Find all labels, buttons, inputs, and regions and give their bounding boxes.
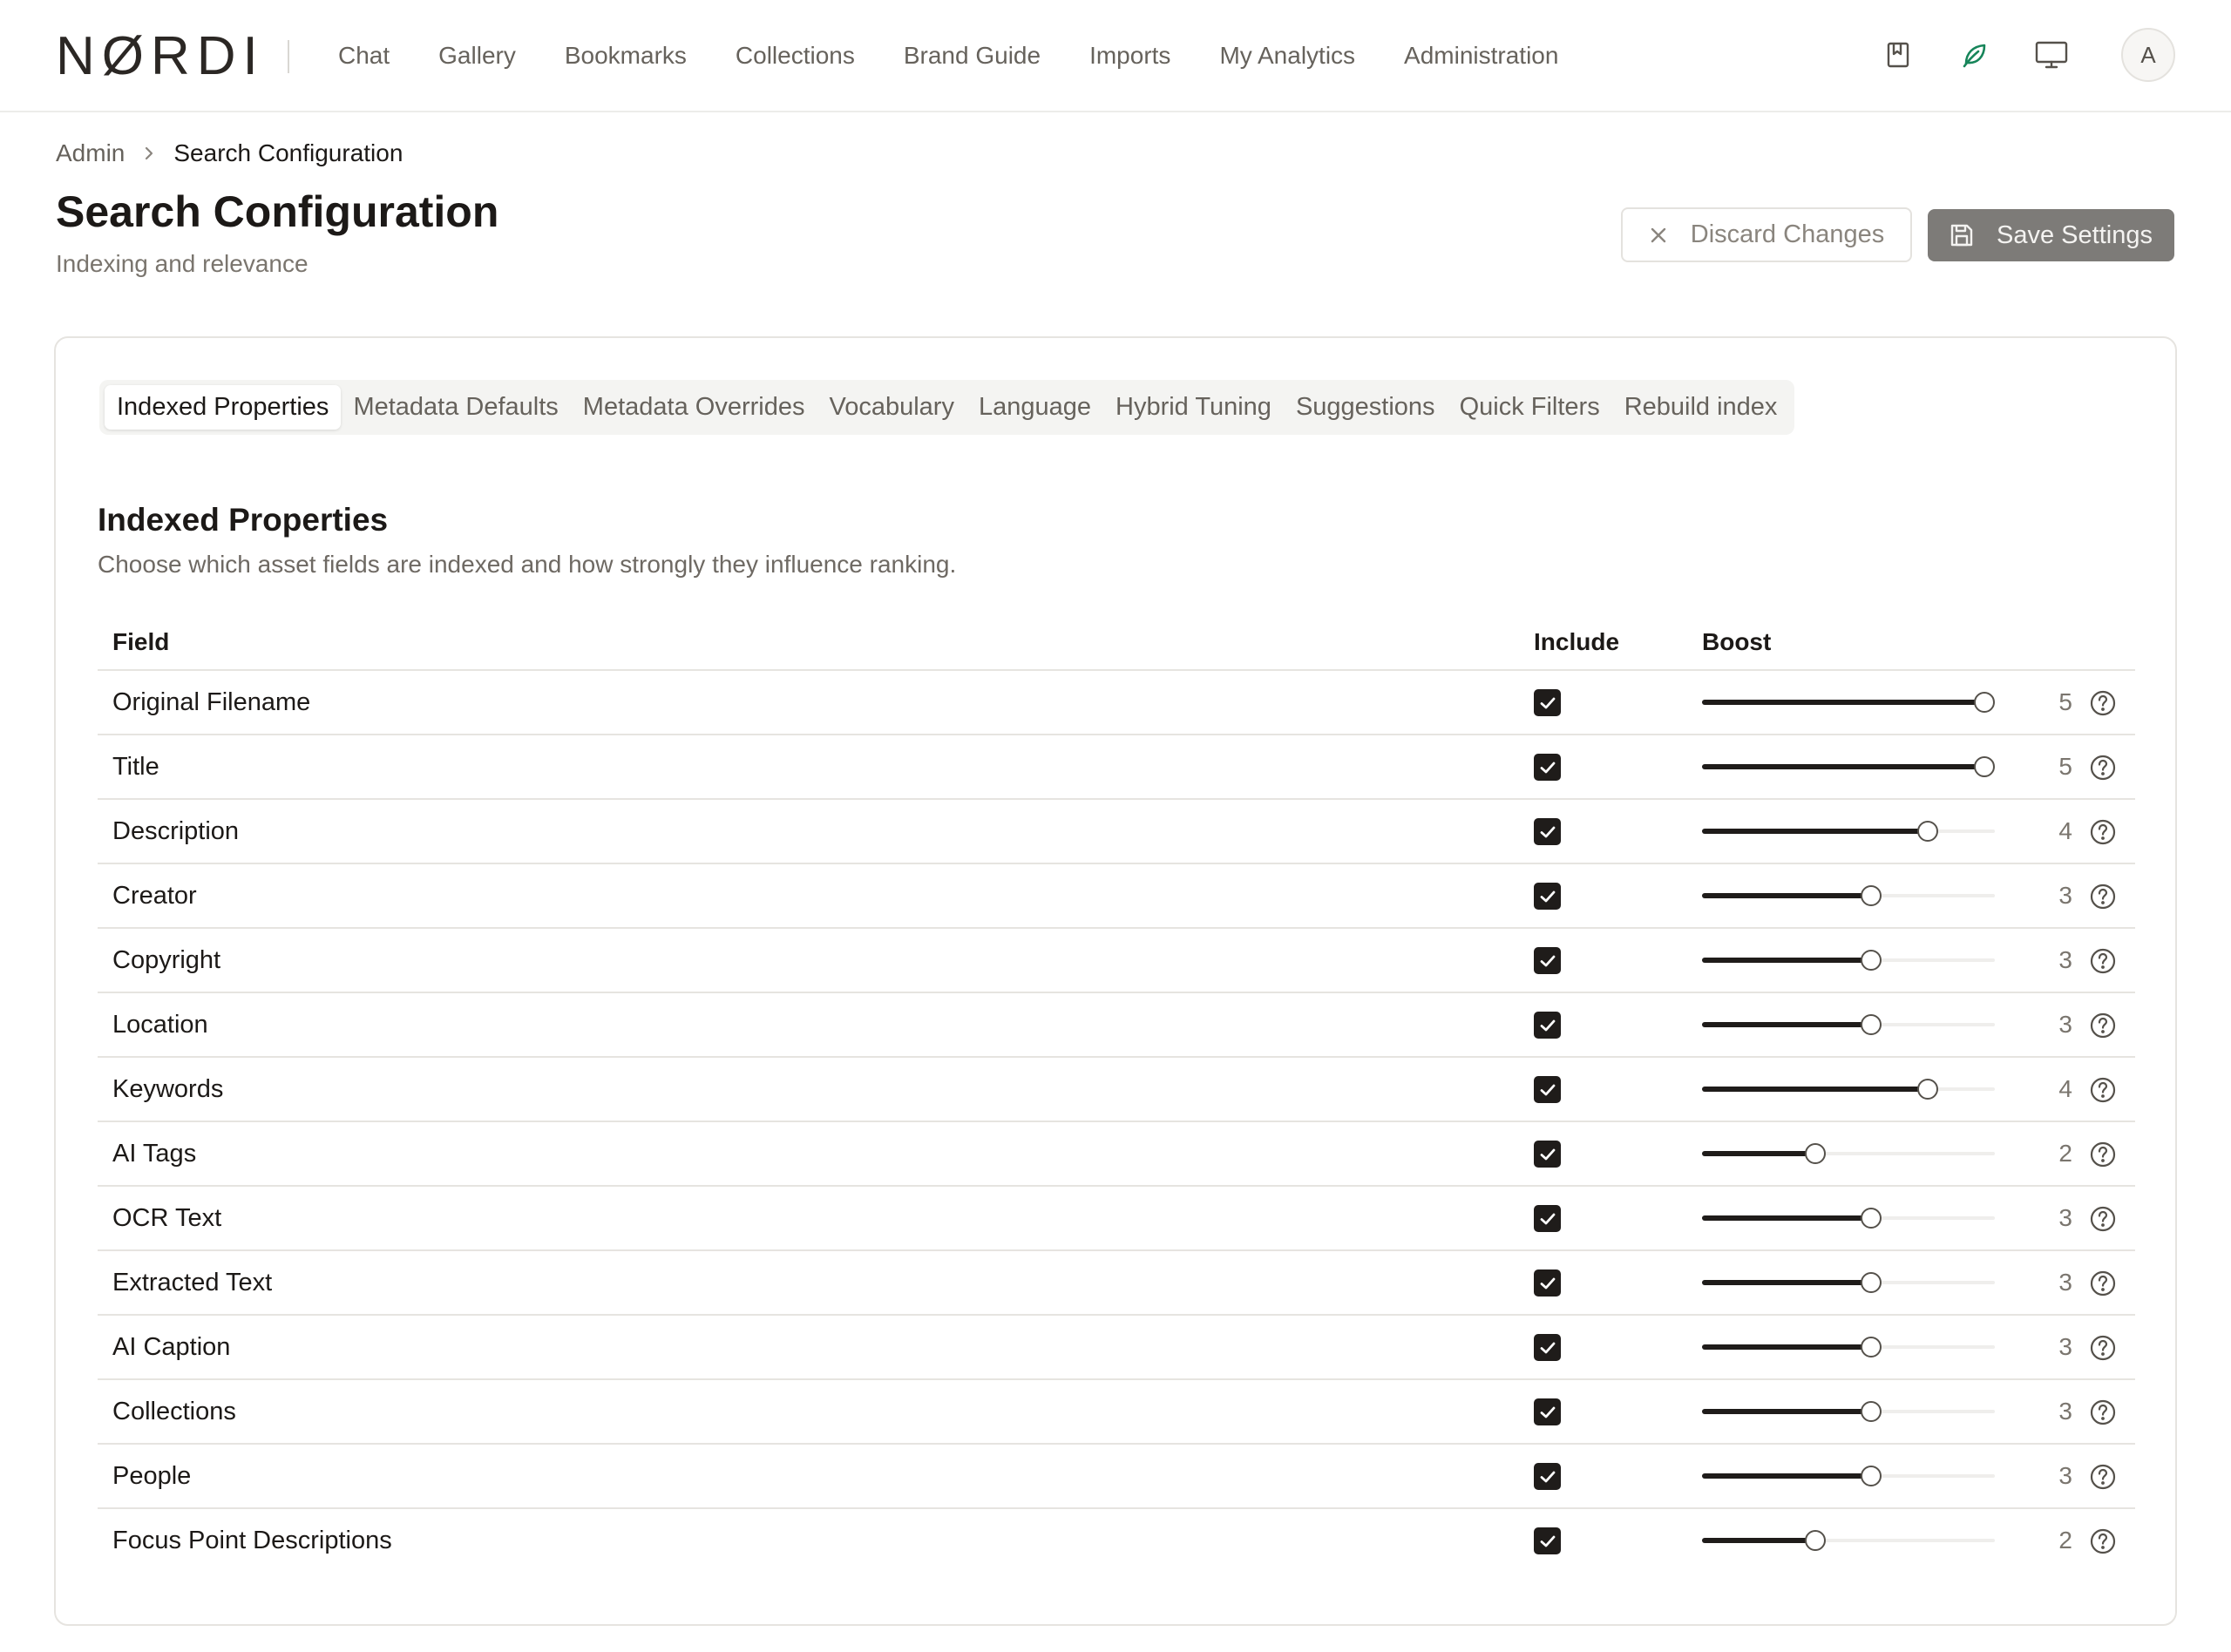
boost-value: 2 xyxy=(2058,1140,2072,1167)
slider-fill xyxy=(1702,1538,1815,1543)
help-circle-icon[interactable] xyxy=(2089,883,2117,911)
boost-value: 4 xyxy=(2058,817,2072,844)
field-name: Creator xyxy=(112,882,197,910)
slider-thumb[interactable] xyxy=(1917,821,1938,842)
close-icon xyxy=(1649,226,1668,245)
boost-value: 3 xyxy=(2058,1333,2072,1360)
boost-value: 3 xyxy=(2058,1462,2072,1489)
field-name: Description xyxy=(112,817,240,845)
user-avatar[interactable]: A xyxy=(2121,28,2175,82)
help-circle-icon[interactable] xyxy=(2089,754,2117,782)
slider-thumb[interactable] xyxy=(1861,885,1882,906)
boost-slider[interactable] xyxy=(1702,759,1995,775)
boost-slider[interactable] xyxy=(1702,1468,1995,1484)
include-checkbox[interactable] xyxy=(1534,1205,1561,1232)
include-checkbox[interactable] xyxy=(1534,1398,1561,1425)
slider-fill xyxy=(1702,958,1871,963)
discard-changes-label: Discard Changes xyxy=(1690,220,1885,248)
include-checkbox[interactable] xyxy=(1534,1076,1561,1103)
table-row xyxy=(98,993,2135,1058)
indexed-properties-table xyxy=(98,671,2135,1574)
tab-metadata-overrides[interactable]: Metadata Overrides xyxy=(582,393,805,421)
field-name: AI Caption xyxy=(112,1333,231,1361)
logo-divider xyxy=(288,40,289,73)
nav-item-collections[interactable]: Collections xyxy=(735,42,855,69)
include-checkbox[interactable] xyxy=(1534,1334,1561,1361)
breadcrumb xyxy=(56,139,403,167)
bookmark-icon[interactable] xyxy=(1879,36,1917,74)
table-row xyxy=(98,1509,2135,1574)
include-checkbox[interactable] xyxy=(1534,1269,1561,1297)
help-circle-icon[interactable] xyxy=(2089,1205,2117,1233)
table-row xyxy=(98,671,2135,735)
help-circle-icon[interactable] xyxy=(2089,1398,2117,1426)
app-logo[interactable]: NØRDI xyxy=(56,25,265,86)
monitor-icon[interactable] xyxy=(2032,36,2071,74)
top-navigation-bar xyxy=(0,0,2231,112)
slider-thumb[interactable] xyxy=(1861,1337,1882,1357)
boost-value: 3 xyxy=(2058,1204,2072,1231)
breadcrumb-admin-link[interactable]: Admin xyxy=(56,139,125,166)
tab-vocabulary[interactable]: Vocabulary xyxy=(829,393,954,421)
page-title: Search Configuration xyxy=(56,187,499,236)
slider-thumb[interactable] xyxy=(1861,1401,1882,1422)
slider-fill xyxy=(1702,764,1984,769)
slider-thumb[interactable] xyxy=(1861,1014,1882,1035)
table-row xyxy=(98,864,2135,929)
boost-value: 2 xyxy=(2058,1527,2072,1554)
boost-value: 5 xyxy=(2058,753,2072,780)
help-circle-icon[interactable] xyxy=(2089,689,2117,717)
settings-card xyxy=(54,336,2177,1626)
include-checkbox[interactable] xyxy=(1534,754,1561,781)
boost-slider[interactable] xyxy=(1702,1339,1995,1355)
boost-value: 5 xyxy=(2058,688,2072,715)
breadcrumb-current: Search Configuration xyxy=(173,139,403,166)
slider-thumb[interactable] xyxy=(1861,950,1882,971)
tab-suggestions[interactable]: Suggestions xyxy=(1295,393,1435,421)
boost-slider[interactable] xyxy=(1702,694,1995,710)
include-checkbox[interactable] xyxy=(1534,689,1561,716)
field-name: OCR Text xyxy=(112,1204,222,1232)
include-checkbox[interactable] xyxy=(1534,1141,1561,1168)
table-row xyxy=(98,735,2135,800)
settings-tabs xyxy=(99,380,1794,435)
table-row xyxy=(98,1122,2135,1187)
boost-slider[interactable] xyxy=(1702,952,1995,968)
help-circle-icon[interactable] xyxy=(2089,1269,2117,1297)
leaf-icon[interactable] xyxy=(1956,36,1994,74)
slider-thumb[interactable] xyxy=(1861,1466,1882,1486)
help-circle-icon[interactable] xyxy=(2089,1012,2117,1039)
include-checkbox[interactable] xyxy=(1534,947,1561,974)
slider-fill xyxy=(1702,829,1928,834)
field-name: Collections xyxy=(112,1398,236,1425)
nav-item-imports[interactable]: Imports xyxy=(1089,42,1171,69)
nav-item-bookmarks[interactable]: Bookmarks xyxy=(564,42,687,69)
slider-fill xyxy=(1702,893,1871,898)
nav-item-administration[interactable]: Administration xyxy=(1404,42,1559,69)
boost-slider[interactable] xyxy=(1702,1404,1995,1419)
slider-fill xyxy=(1702,1151,1815,1156)
table-row xyxy=(98,1058,2135,1122)
table-row xyxy=(98,800,2135,864)
slider-fill xyxy=(1702,1344,1871,1350)
slider-thumb[interactable] xyxy=(1974,756,1995,777)
section-title: Indexed Properties xyxy=(98,502,389,538)
table-row xyxy=(98,1316,2135,1380)
help-circle-icon[interactable] xyxy=(2089,1334,2117,1362)
tab-indexed-properties[interactable]: Indexed Properties xyxy=(105,385,341,430)
boost-slider[interactable] xyxy=(1702,1210,1995,1226)
boost-slider[interactable] xyxy=(1702,1533,1995,1548)
boost-slider[interactable] xyxy=(1702,1017,1995,1032)
field-name: Focus Point Descriptions xyxy=(112,1527,392,1554)
boost-value: 4 xyxy=(2058,1075,2072,1102)
nav-item-gallery[interactable]: Gallery xyxy=(438,42,516,69)
table-header xyxy=(98,619,2135,671)
field-name: Original Filename xyxy=(112,688,311,716)
column-header-boost: Boost xyxy=(1702,628,1772,655)
slider-fill xyxy=(1702,1022,1871,1027)
field-name: People xyxy=(112,1462,192,1490)
table-row xyxy=(98,929,2135,993)
boost-slider[interactable] xyxy=(1702,823,1995,839)
slider-thumb[interactable] xyxy=(1805,1143,1826,1164)
boost-slider[interactable] xyxy=(1702,1146,1995,1161)
slider-fill xyxy=(1702,1409,1871,1414)
field-name: Title xyxy=(112,753,159,781)
tab-rebuild-index[interactable]: Rebuild index xyxy=(1624,393,1778,421)
include-checkbox[interactable] xyxy=(1534,1527,1561,1554)
table-row xyxy=(98,1187,2135,1251)
boost-value: 3 xyxy=(2058,882,2072,909)
include-checkbox[interactable] xyxy=(1534,818,1561,845)
main-nav xyxy=(314,35,1583,77)
tab-hybrid-tuning[interactable]: Hybrid Tuning xyxy=(1116,393,1271,421)
boost-value: 3 xyxy=(2058,946,2072,973)
field-name: Extracted Text xyxy=(112,1269,273,1297)
save-settings-label: Save Settings xyxy=(1997,220,2153,249)
help-circle-icon[interactable] xyxy=(2089,1076,2117,1104)
discard-changes-button[interactable] xyxy=(1621,207,1912,262)
field-name: AI Tags xyxy=(112,1140,197,1168)
section-description: Choose which asset fields are indexed and how strongly they influence ranking. xyxy=(98,551,957,578)
boost-value: 3 xyxy=(2058,1269,2072,1296)
include-checkbox[interactable] xyxy=(1534,1463,1561,1490)
slider-thumb[interactable] xyxy=(1805,1530,1826,1551)
help-circle-icon[interactable] xyxy=(2089,947,2117,975)
help-circle-icon[interactable] xyxy=(2089,818,2117,846)
tab-metadata-defaults[interactable]: Metadata Defaults xyxy=(353,393,559,421)
slider-thumb[interactable] xyxy=(1861,1208,1882,1229)
boost-slider[interactable] xyxy=(1702,1275,1995,1290)
top-actions xyxy=(1879,28,2175,82)
slider-thumb[interactable] xyxy=(1861,1272,1882,1293)
field-name: Copyright xyxy=(112,946,221,974)
help-circle-icon[interactable] xyxy=(2089,1463,2117,1491)
field-name: Keywords xyxy=(112,1075,224,1103)
tab-language[interactable]: Language xyxy=(978,393,1091,421)
help-circle-icon[interactable] xyxy=(2089,1141,2117,1168)
save-icon xyxy=(1950,223,1974,247)
slider-fill xyxy=(1702,1280,1871,1285)
page-subtitle: Indexing and relevance xyxy=(56,250,309,277)
include-checkbox[interactable] xyxy=(1534,883,1561,910)
column-header-field: Field xyxy=(112,628,170,655)
save-settings-button[interactable] xyxy=(1928,209,2174,261)
help-circle-icon[interactable] xyxy=(2089,1527,2117,1555)
nav-item-chat[interactable]: Chat xyxy=(338,42,390,69)
boost-value: 3 xyxy=(2058,1398,2072,1425)
table-row xyxy=(98,1380,2135,1445)
slider-thumb[interactable] xyxy=(1974,692,1995,713)
include-checkbox[interactable] xyxy=(1534,1012,1561,1039)
slider-fill xyxy=(1702,700,1984,705)
table-row xyxy=(98,1251,2135,1316)
table-row xyxy=(98,1445,2135,1509)
boost-slider[interactable] xyxy=(1702,888,1995,904)
slider-fill xyxy=(1702,1087,1928,1092)
slider-thumb[interactable] xyxy=(1917,1079,1938,1100)
boost-value: 3 xyxy=(2058,1011,2072,1038)
boost-slider[interactable] xyxy=(1702,1081,1995,1097)
tab-quick-filters[interactable]: Quick Filters xyxy=(1459,393,1600,421)
nav-item-brand-guide[interactable]: Brand Guide xyxy=(903,42,1041,69)
slider-fill xyxy=(1702,1215,1871,1221)
nav-item-my-analytics[interactable]: My Analytics xyxy=(1219,42,1356,69)
column-header-include: Include xyxy=(1534,628,1620,655)
slider-fill xyxy=(1702,1473,1871,1479)
chevron-right-icon xyxy=(144,145,154,162)
field-name: Location xyxy=(112,1011,208,1039)
